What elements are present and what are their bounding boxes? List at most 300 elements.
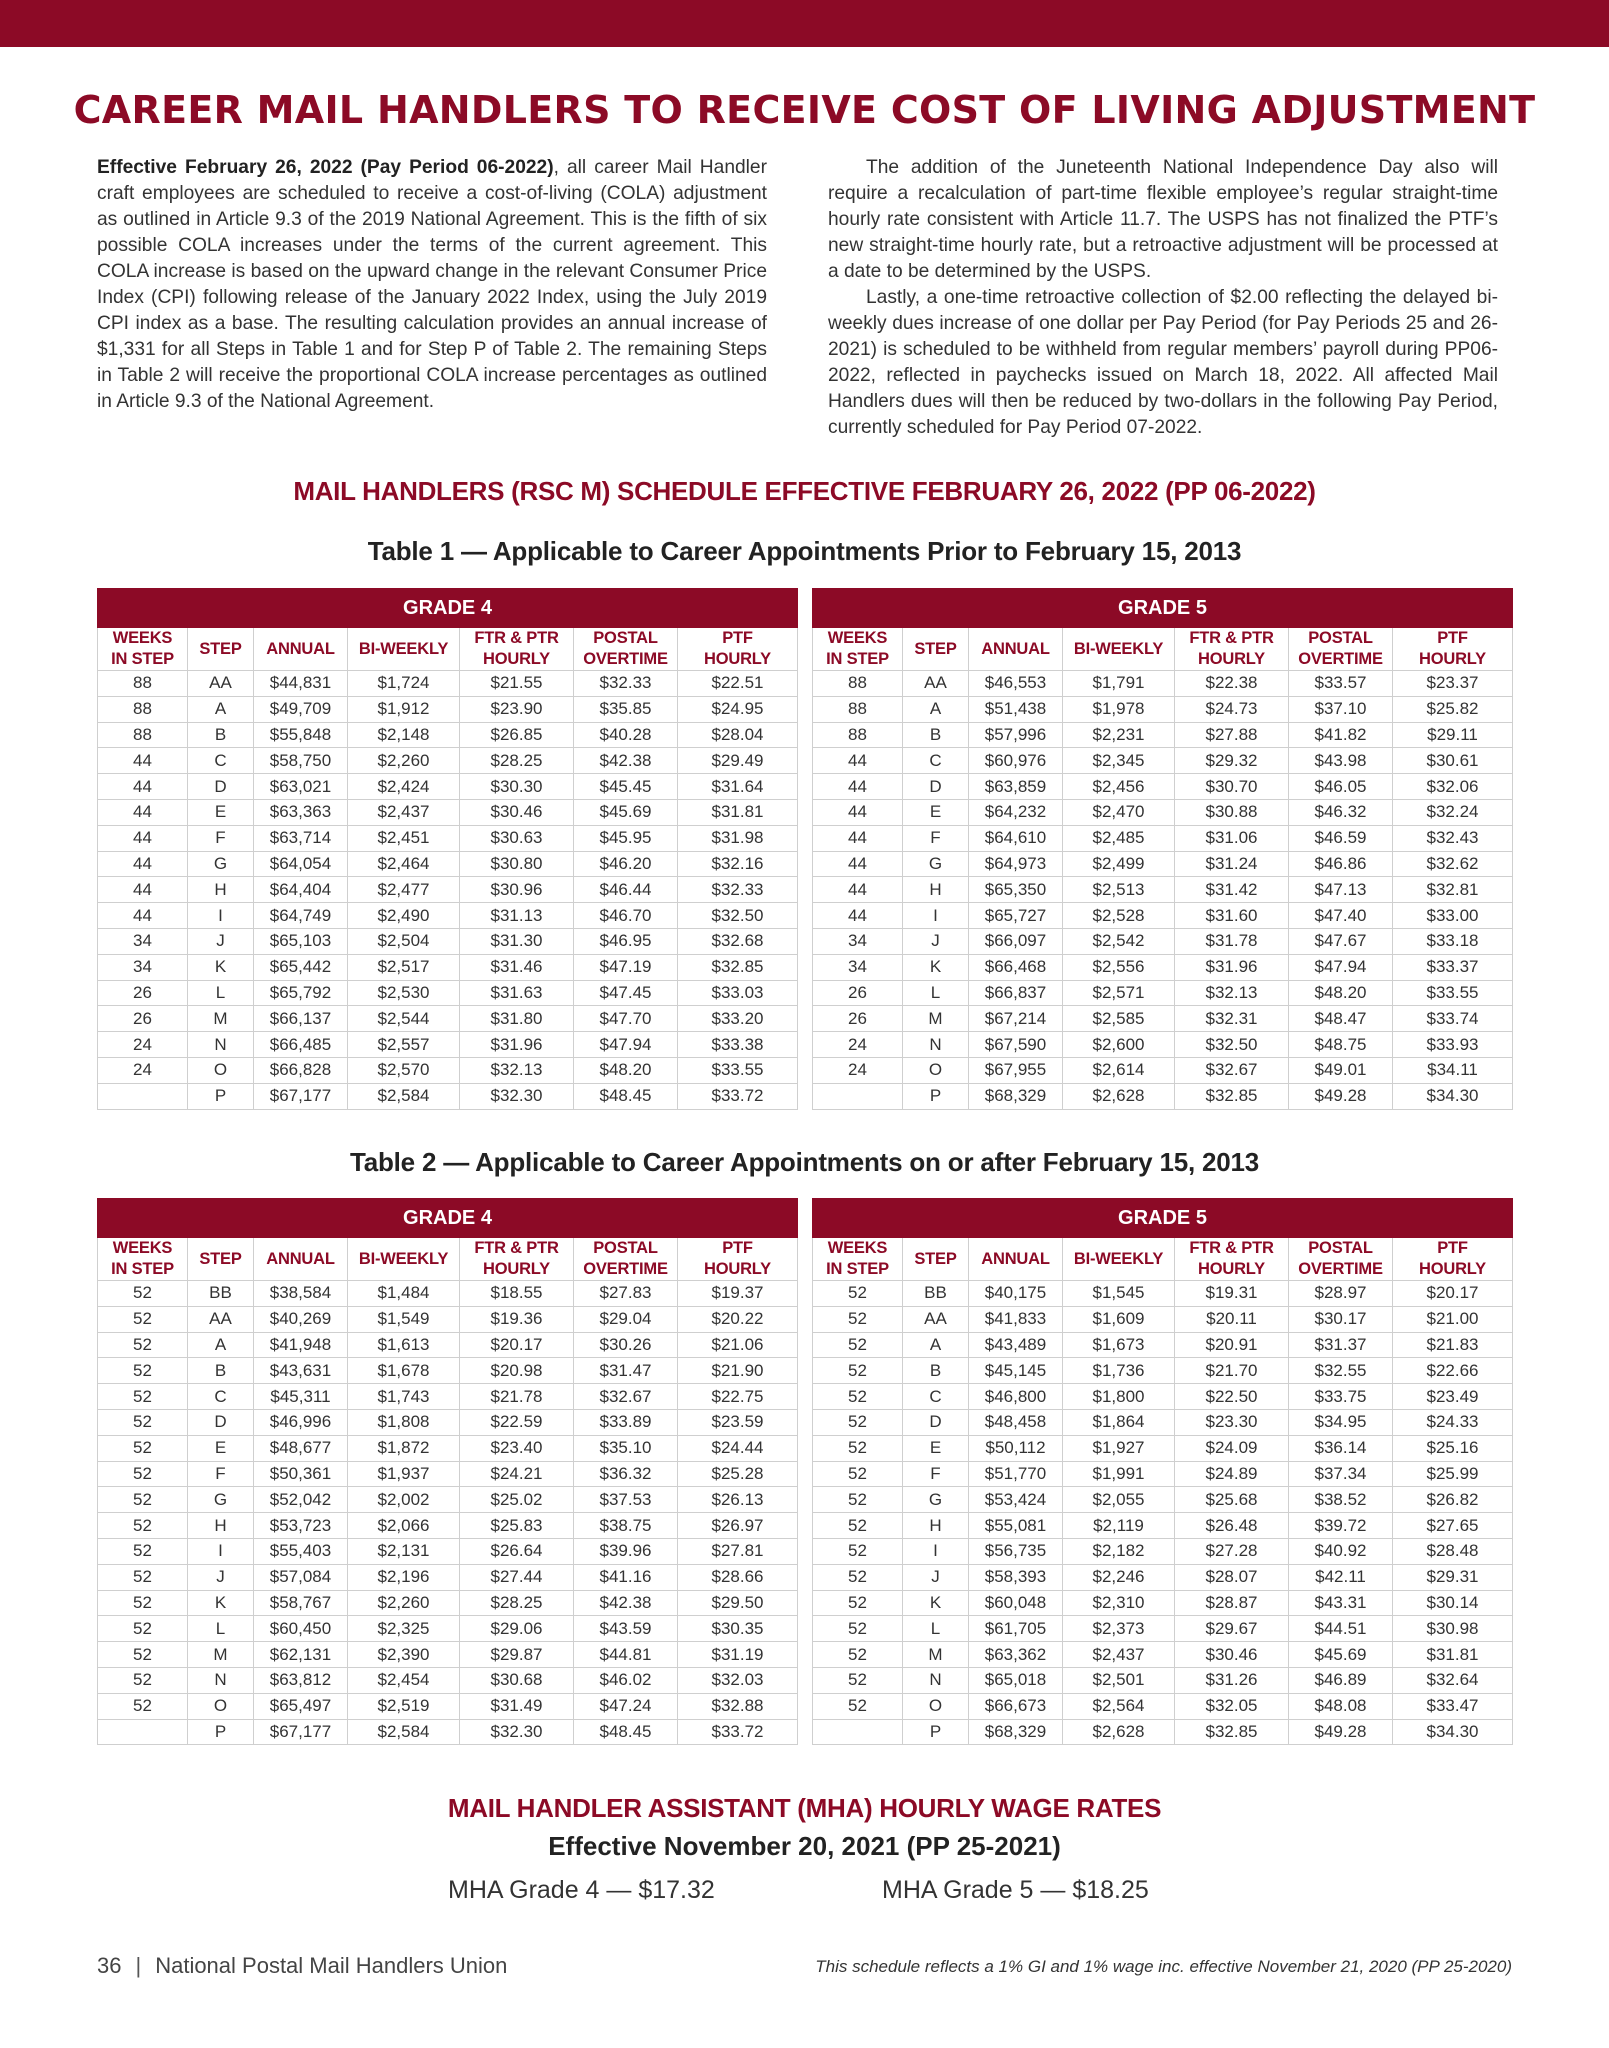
table-cell: $47.70	[574, 1006, 678, 1032]
table-cell: 52	[98, 1306, 188, 1332]
article-paragraph-lead	[97, 155, 767, 415]
table-cell: M	[188, 1642, 254, 1668]
column-header-line: IN STEP	[826, 1260, 889, 1278]
table-cell: $46.05	[1289, 774, 1393, 800]
table-cell: $43,631	[254, 1358, 348, 1384]
table-cell: 26	[98, 1006, 188, 1032]
table-cell: $30.68	[460, 1667, 574, 1693]
column-header	[188, 628, 254, 671]
grade-header: GRADE 5	[813, 1199, 1513, 1238]
table-cell: $66,837	[969, 980, 1063, 1006]
table-cell: $2,246	[1063, 1564, 1175, 1590]
table-cell: $45,311	[254, 1384, 348, 1410]
table-cell: $31.96	[460, 1032, 574, 1058]
table-cell: $27.83	[574, 1281, 678, 1307]
table-row	[813, 1590, 1513, 1616]
table-row	[98, 671, 798, 697]
table-row	[813, 1616, 1513, 1642]
table-cell: D	[188, 1409, 254, 1435]
table-cell: O	[903, 1057, 969, 1083]
table-cell: $1,937	[348, 1461, 460, 1487]
table-cell: 34	[98, 928, 188, 954]
table-cell: $1,545	[1063, 1281, 1175, 1307]
table-row	[813, 1513, 1513, 1539]
table-cell: $67,590	[969, 1032, 1063, 1058]
table-cell: $65,350	[969, 877, 1063, 903]
table-cell: $2,119	[1063, 1513, 1175, 1539]
table-cell: $2,544	[348, 1006, 460, 1032]
table-cell: $24.95	[678, 696, 798, 722]
table-cell: $1,609	[1063, 1306, 1175, 1332]
table-cell: 52	[813, 1667, 903, 1693]
table-cell: $58,767	[254, 1590, 348, 1616]
table-cell: $2,542	[1063, 928, 1175, 954]
table-cell: $1,927	[1063, 1435, 1175, 1461]
table-cell: C	[188, 1384, 254, 1410]
table-cell: $64,232	[969, 799, 1063, 825]
column-header-line: HOURLY	[483, 1260, 550, 1278]
column-header-line: POSTAL	[1308, 1239, 1373, 1257]
table-row	[813, 1564, 1513, 1590]
table-cell: $28.48	[1393, 1538, 1513, 1564]
table-cell: $2,556	[1063, 954, 1175, 980]
table-row	[813, 1693, 1513, 1719]
table-cell: $22.75	[678, 1384, 798, 1410]
table-row	[98, 1590, 798, 1616]
table-cell: $31.46	[460, 954, 574, 980]
table-row	[98, 1616, 798, 1642]
table-cell: $46.20	[574, 851, 678, 877]
table-cell: 52	[98, 1642, 188, 1668]
table-cell: $48.20	[1289, 980, 1393, 1006]
table-cell: AA	[188, 671, 254, 697]
table-cell: $63,363	[254, 799, 348, 825]
table-cell: $18.55	[460, 1281, 574, 1307]
table-cell: $52,042	[254, 1487, 348, 1513]
table-row	[813, 1032, 1513, 1058]
column-header	[813, 1238, 903, 1281]
table-cell: 34	[813, 928, 903, 954]
table-cell: $2,055	[1063, 1487, 1175, 1513]
table-cell: $31.81	[678, 799, 798, 825]
table-cell: 44	[813, 851, 903, 877]
table-row	[813, 1358, 1513, 1384]
table-cell: $21.00	[1393, 1306, 1513, 1332]
table-cell: $32.13	[460, 1057, 574, 1083]
table-cell: G	[188, 1487, 254, 1513]
column-header-line: STEP	[199, 1249, 242, 1268]
table-cell: $27.28	[1175, 1538, 1289, 1564]
table-cell: $23.30	[1175, 1409, 1289, 1435]
table-cell: $26.13	[678, 1487, 798, 1513]
table-row	[813, 954, 1513, 980]
table-cell: M	[903, 1006, 969, 1032]
table-row	[813, 1083, 1513, 1109]
table-cell: 44	[98, 903, 188, 929]
table-cell: 24	[98, 1057, 188, 1083]
grade-header: GRADE 4	[98, 1199, 798, 1238]
table-cell: $27.88	[1175, 722, 1289, 748]
table-cell: $27.44	[460, 1564, 574, 1590]
table-cell: $39.96	[574, 1538, 678, 1564]
table-row	[813, 1281, 1513, 1307]
table-cell: $22.66	[1393, 1358, 1513, 1384]
table-cell: C	[903, 748, 969, 774]
table-cell: $26.64	[460, 1538, 574, 1564]
table-cell: $23.49	[1393, 1384, 1513, 1410]
table-cell: $33.37	[1393, 954, 1513, 980]
table-cell: $32.13	[1175, 980, 1289, 1006]
table-cell: $32.50	[1175, 1032, 1289, 1058]
table-cell: $46,553	[969, 671, 1063, 697]
table-cell: $2,499	[1063, 851, 1175, 877]
table-cell: $2,564	[1063, 1693, 1175, 1719]
publisher-name: National Postal Mail Handlers Union	[155, 1953, 508, 1978]
table-row	[98, 1538, 798, 1564]
column-header-line: BI-WEEKLY	[1073, 639, 1164, 658]
column-header	[460, 628, 574, 671]
table-cell: $31.26	[1175, 1667, 1289, 1693]
table-cell: $48.45	[574, 1083, 678, 1109]
table-cell: N	[188, 1667, 254, 1693]
table-cell: $33.03	[678, 980, 798, 1006]
table-cell: $1,991	[1063, 1461, 1175, 1487]
table-cell: $28.97	[1289, 1281, 1393, 1307]
table-cell: $32.67	[574, 1384, 678, 1410]
table-cell: A	[188, 696, 254, 722]
table-cell: $25.16	[1393, 1435, 1513, 1461]
table-cell: $25.28	[678, 1461, 798, 1487]
table-cell: $64,610	[969, 825, 1063, 851]
table-cell: $33.89	[574, 1409, 678, 1435]
table-cell: $57,996	[969, 722, 1063, 748]
table-cell: $2,148	[348, 722, 460, 748]
table-cell: $60,048	[969, 1590, 1063, 1616]
table-cell: $42.38	[574, 748, 678, 774]
mha-grade-5-rate: MHA Grade 5 — $18.25	[882, 1876, 1149, 1904]
table-cell: $33.93	[1393, 1032, 1513, 1058]
table-cell: $32.64	[1393, 1667, 1513, 1693]
table-cell: 52	[98, 1435, 188, 1461]
column-header-line: ANNUAL	[266, 639, 335, 658]
column-header-line: HOURLY	[1419, 650, 1486, 668]
column-header-line: IN STEP	[111, 1260, 174, 1278]
column-header-line: FTR & PTR	[1189, 629, 1274, 647]
table-cell: $28.04	[678, 722, 798, 748]
table-cell: 52	[813, 1616, 903, 1642]
table-row	[813, 1006, 1513, 1032]
table-cell: $66,673	[969, 1693, 1063, 1719]
table-cell: $66,485	[254, 1032, 348, 1058]
table-cell: $48.45	[574, 1719, 678, 1745]
table-row	[813, 1642, 1513, 1668]
column-header-line: STEP	[199, 639, 242, 658]
table-row	[813, 671, 1513, 697]
table-cell: H	[903, 1513, 969, 1539]
table-row	[98, 928, 798, 954]
table-cell: $2,528	[1063, 903, 1175, 929]
table-cell: $38,584	[254, 1281, 348, 1307]
table-cell: $30.70	[1175, 774, 1289, 800]
table-cell: $32.67	[1175, 1057, 1289, 1083]
table-cell: $44,831	[254, 671, 348, 697]
table-row	[98, 1057, 798, 1083]
table-cell: N	[903, 1032, 969, 1058]
table-cell: $68,329	[969, 1083, 1063, 1109]
table-cell: $63,812	[254, 1667, 348, 1693]
column-header	[1063, 628, 1175, 671]
table-cell: $1,872	[348, 1435, 460, 1461]
table-row	[813, 980, 1513, 1006]
table-cell: $21.70	[1175, 1358, 1289, 1384]
column-header-line: PTF	[722, 1239, 753, 1257]
table-cell: $2,390	[348, 1642, 460, 1668]
table-cell: $33.55	[678, 1057, 798, 1083]
article-paragraph-dues: Lastly, a one-time retroactive collection of $2.00 reflecting the delayed bi-weekly dues increase of one dollar per Pay Period (for Pay Periods 25 and 26-2021) is scheduled to be withheld from regular members’ payroll during PP06-2022, reflected in paychecks issued on March 18, 2022. All affected Mail Handlers dues will then be reduced by two-dollars in the following Pay Period, currently scheduled for Pay Period 07-2022.	[828, 287, 1498, 438]
table-cell: C	[903, 1384, 969, 1410]
header-bar	[0, 0, 1609, 47]
column-header-line: STEP	[914, 639, 957, 658]
table-cell: M	[188, 1006, 254, 1032]
table-row	[98, 799, 798, 825]
table-row	[98, 1693, 798, 1719]
table-cell: $25.82	[1393, 696, 1513, 722]
column-header-line: WEEKS	[112, 629, 173, 647]
table-cell: $58,750	[254, 748, 348, 774]
table-cell: $31.37	[1289, 1332, 1393, 1358]
table-cell: $46.86	[1289, 851, 1393, 877]
table-cell: $43.31	[1289, 1590, 1393, 1616]
table-cell: $22.50	[1175, 1384, 1289, 1410]
table-cell: J	[903, 1564, 969, 1590]
table-cell: $1,613	[348, 1332, 460, 1358]
table-cell: 52	[98, 1332, 188, 1358]
table-cell: 52	[98, 1693, 188, 1719]
column-header-line: ANNUAL	[981, 639, 1050, 658]
table-cell: 26	[813, 1006, 903, 1032]
table-cell: A	[903, 696, 969, 722]
table-cell: $46.70	[574, 903, 678, 929]
table-row	[98, 1083, 798, 1109]
table-cell: $1,912	[348, 696, 460, 722]
table-cell: $32.55	[1289, 1358, 1393, 1384]
table-cell: $29.67	[1175, 1616, 1289, 1642]
table-row	[813, 1409, 1513, 1435]
table-cell: $33.47	[1393, 1693, 1513, 1719]
table-cell: AA	[903, 671, 969, 697]
table-cell: $64,973	[969, 851, 1063, 877]
table-cell: 52	[813, 1409, 903, 1435]
table-cell: $49.01	[1289, 1057, 1393, 1083]
table-cell: 52	[98, 1409, 188, 1435]
table-cell: $30.46	[1175, 1642, 1289, 1668]
schedule-heading: MAIL HANDLERS (RSC M) SCHEDULE EFFECTIVE FEBRUARY 26, 2022 (PP 06-2022)	[293, 476, 1316, 506]
table-cell	[813, 1719, 903, 1745]
table-cell: F	[903, 825, 969, 851]
table-cell: $48.08	[1289, 1693, 1393, 1719]
table-cell: G	[903, 1487, 969, 1513]
table-cell: $30.26	[574, 1332, 678, 1358]
table-cell: $20.91	[1175, 1332, 1289, 1358]
table-row	[813, 1487, 1513, 1513]
table-cell: BB	[188, 1281, 254, 1307]
table-row	[98, 851, 798, 877]
column-header	[969, 628, 1063, 671]
table-cell: $2,454	[348, 1667, 460, 1693]
lead-bold-text: Effective February 26, 2022 (Pay Period 06-2022)	[97, 157, 554, 178]
table-cell: $30.80	[460, 851, 574, 877]
table-cell: $2,628	[1063, 1083, 1175, 1109]
table-cell: $37.34	[1289, 1461, 1393, 1487]
column-header-line: OVERTIME	[1298, 650, 1383, 668]
table-cell: D	[903, 1409, 969, 1435]
column-header	[1289, 628, 1393, 671]
table-cell: $64,749	[254, 903, 348, 929]
table-cell: 44	[98, 877, 188, 903]
table-cell: $47.40	[1289, 903, 1393, 929]
table-cell: 34	[98, 954, 188, 980]
table-cell: $23.37	[1393, 671, 1513, 697]
table-cell: $32.30	[460, 1719, 574, 1745]
table-cell: $48,677	[254, 1435, 348, 1461]
table-cell: $2,485	[1063, 825, 1175, 851]
table-row	[98, 1667, 798, 1693]
table-cell: 52	[98, 1487, 188, 1513]
table-cell: $29.32	[1175, 748, 1289, 774]
table-cell: 26	[98, 980, 188, 1006]
table-cell: $47.94	[1289, 954, 1393, 980]
table-cell: $44.51	[1289, 1616, 1393, 1642]
table-cell: $29.11	[1393, 722, 1513, 748]
table-cell: $31.80	[460, 1006, 574, 1032]
table-row	[98, 1642, 798, 1668]
table-cell: $32.85	[1175, 1083, 1289, 1109]
column-header	[678, 628, 798, 671]
table-cell: $60,450	[254, 1616, 348, 1642]
table-cell: $51,438	[969, 696, 1063, 722]
table-cell: $28.07	[1175, 1564, 1289, 1590]
table-cell: $28.87	[1175, 1590, 1289, 1616]
table-cell: 52	[98, 1513, 188, 1539]
table-row	[813, 1719, 1513, 1745]
table-cell: $29.49	[678, 748, 798, 774]
table-cell: $24.09	[1175, 1435, 1289, 1461]
table-cell: $2,600	[1063, 1032, 1175, 1058]
table-cell: $26.82	[1393, 1487, 1513, 1513]
table-cell: J	[903, 928, 969, 954]
table-cell: $42.38	[574, 1590, 678, 1616]
table-cell: $39.72	[1289, 1513, 1393, 1539]
table-cell: E	[903, 799, 969, 825]
table-cell: $31.47	[574, 1358, 678, 1384]
table-cell: $32.88	[678, 1693, 798, 1719]
table-cell: 44	[98, 799, 188, 825]
table-row	[98, 1358, 798, 1384]
table-cell: $55,848	[254, 722, 348, 748]
column-header-line: OVERTIME	[1298, 1260, 1383, 1278]
table-cell: $33.57	[1289, 671, 1393, 697]
table-row	[98, 877, 798, 903]
table-cell: $21.55	[460, 671, 574, 697]
table-1-title: Table 1 — Applicable to Career Appointments Prior to February 15, 2013	[367, 536, 1242, 566]
table-cell: $2,196	[348, 1564, 460, 1590]
table-cell: 52	[98, 1358, 188, 1384]
table-cell: $32.85	[1175, 1719, 1289, 1745]
column-header-line: FTR & PTR	[474, 1239, 559, 1257]
footer-publisher	[97, 1953, 507, 1979]
table-cell: D	[188, 774, 254, 800]
table-row	[813, 722, 1513, 748]
table-cell: $29.31	[1393, 1564, 1513, 1590]
column-header-line: BI-WEEKLY	[358, 1249, 449, 1268]
table-cell: $2,513	[1063, 877, 1175, 903]
table-cell: $20.11	[1175, 1306, 1289, 1332]
table-cell: $19.37	[678, 1281, 798, 1307]
table-cell: $35.10	[574, 1435, 678, 1461]
table-cell: $31.81	[1393, 1642, 1513, 1668]
table-cell: I	[188, 1538, 254, 1564]
table-cell: AA	[188, 1306, 254, 1332]
table-cell: $33.74	[1393, 1006, 1513, 1032]
table-cell: $2,424	[348, 774, 460, 800]
column-header	[98, 1238, 188, 1281]
table-cell: $51,770	[969, 1461, 1063, 1487]
table-cell: E	[188, 1435, 254, 1461]
column-header	[574, 628, 678, 671]
table-cell: $33.55	[1393, 980, 1513, 1006]
table-cell: $46.32	[1289, 799, 1393, 825]
column-header-line: FTR & PTR	[1189, 1239, 1274, 1257]
table-cell: $41.16	[574, 1564, 678, 1590]
table-cell: $37.53	[574, 1487, 678, 1513]
table-cell: 52	[813, 1332, 903, 1358]
table-cell: $20.98	[460, 1358, 574, 1384]
table-cell: $67,177	[254, 1719, 348, 1745]
table-cell: $38.75	[574, 1513, 678, 1539]
table-row	[813, 851, 1513, 877]
table-cell: $63,362	[969, 1642, 1063, 1668]
column-header-line: PTF	[722, 629, 753, 647]
table-cell: 52	[813, 1538, 903, 1564]
table-cell: $31.78	[1175, 928, 1289, 954]
table-cell: $32.43	[1393, 825, 1513, 851]
column-header-line: POSTAL	[1308, 629, 1373, 647]
table-cell: $61,705	[969, 1616, 1063, 1642]
table-row	[98, 1487, 798, 1513]
table-cell: $19.36	[460, 1306, 574, 1332]
table-cell: $49.28	[1289, 1719, 1393, 1745]
table-cell: $32.06	[1393, 774, 1513, 800]
table-cell: $33.72	[678, 1083, 798, 1109]
table-cell: $65,442	[254, 954, 348, 980]
table-cell: $41,833	[969, 1306, 1063, 1332]
table-cell: 52	[813, 1693, 903, 1719]
table-row	[98, 903, 798, 929]
table-cell: B	[903, 722, 969, 748]
table-cell: AA	[903, 1306, 969, 1332]
table-cell: $33.38	[678, 1032, 798, 1058]
table-cell: F	[188, 825, 254, 851]
table-cell: $33.72	[678, 1719, 798, 1745]
column-header	[969, 1238, 1063, 1281]
footer-separator: |	[135, 1953, 142, 1978]
table-cell: $27.65	[1393, 1513, 1513, 1539]
table-cell	[813, 1083, 903, 1109]
table-cell: $30.96	[460, 877, 574, 903]
table-cell: $2,437	[1063, 1642, 1175, 1668]
table-cell: $2,002	[348, 1487, 460, 1513]
table-cell: 34	[813, 954, 903, 980]
